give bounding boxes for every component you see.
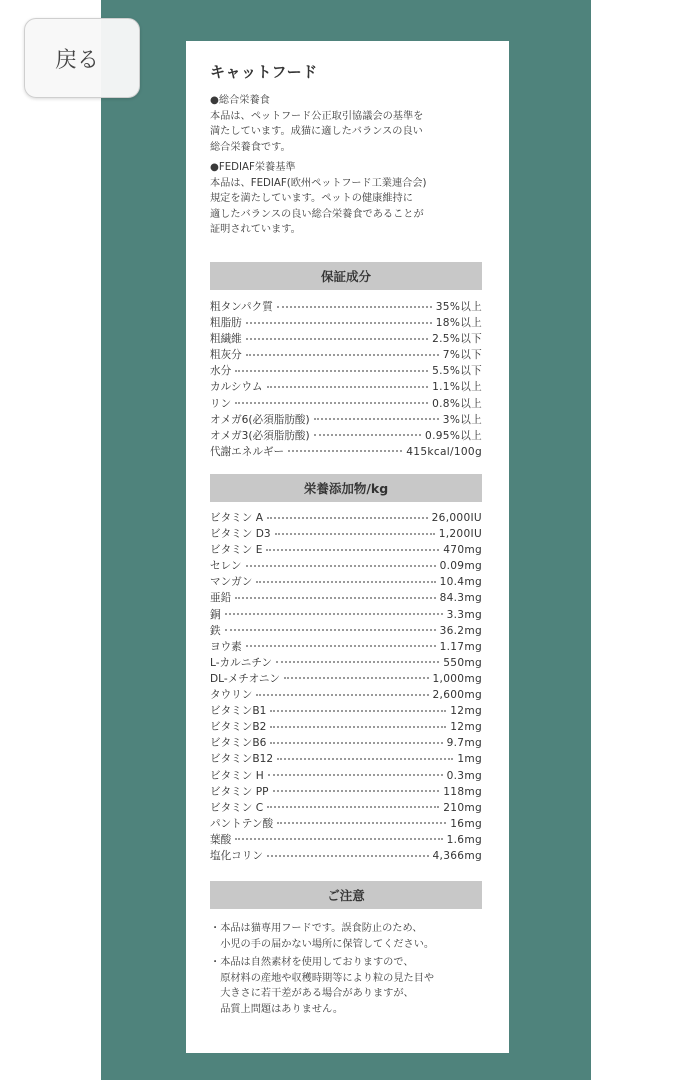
row-label: 塩化コリン: [210, 849, 263, 862]
dot-leader: [277, 758, 453, 760]
dot-leader: [235, 402, 428, 404]
row-label: ビタミンB2: [210, 721, 267, 734]
intro-text: [210, 93, 482, 243]
row-label: ビタミン H: [210, 769, 264, 782]
row-label: パントテン酸: [210, 817, 274, 830]
table-row: [210, 363, 482, 379]
row-label: 粗繊維: [210, 333, 242, 346]
row-label: 葉酸: [210, 833, 232, 846]
row-value: 84.3mg: [439, 592, 482, 605]
row-value: 415kcal/100g: [406, 445, 482, 458]
dot-leader: [288, 450, 402, 452]
dot-leader: [267, 855, 429, 857]
caution-text: 本品は猫専用フードです。誤食防止のため、 小児の手の届かない場所に保管してください。: [220, 923, 435, 950]
intro-paragraph: ●総合栄養食 本品は、ペットフード公正取引協議会の基準を 満たしています。成猫に適したバランスの良い 総合栄養食です。: [210, 95, 424, 153]
table-row: [210, 735, 482, 751]
table-row: [210, 558, 482, 574]
table-row: [210, 687, 482, 703]
row-label: リン: [210, 397, 232, 410]
dot-leader: [235, 370, 428, 372]
row-value: 0.8%以上: [432, 397, 482, 410]
back-button[interactable]: 戻る: [24, 18, 140, 98]
row-label: オメガ3(必須脂肪酸): [210, 429, 310, 442]
row-label: マンガン: [210, 576, 253, 589]
dot-leader: [235, 597, 435, 599]
table-row: [210, 751, 482, 767]
dot-leader: [284, 677, 428, 679]
row-label: タウリン: [210, 689, 253, 702]
row-label: 銅: [210, 608, 221, 621]
row-value: 1.6mg: [446, 833, 482, 846]
table-row: [210, 299, 482, 315]
table-row: [210, 574, 482, 590]
row-label: セレン: [210, 560, 242, 573]
dot-leader: [246, 354, 439, 356]
table-row: [210, 542, 482, 558]
row-label: ビタミン A: [210, 512, 263, 524]
cautions-list: [210, 921, 490, 1020]
row-label: ビタミン PP: [210, 785, 269, 798]
dot-leader: [314, 434, 421, 436]
table-row: [210, 444, 482, 460]
caution-item: [210, 921, 490, 952]
row-value: 12mg: [450, 705, 482, 718]
row-label: ビタミンB6: [210, 737, 267, 750]
dot-leader: [225, 629, 436, 631]
table-row: [210, 315, 482, 331]
row-value: 1mg: [457, 753, 482, 766]
caution-text: 本品は自然素材を使用しておりますので、 原材料の産地や収穫時期等により粒の見た目や 大きさに若干差がある場合がありますが、 品質上問題はありません。: [220, 957, 435, 1015]
dot-leader: [235, 838, 442, 840]
row-value: 18%以上: [435, 317, 482, 330]
guaranteed-analysis-heading: 保証成分: [210, 262, 482, 290]
dot-leader: [256, 694, 428, 696]
table-row: [210, 784, 482, 800]
table-row: [210, 590, 482, 606]
row-value: 36.2mg: [439, 624, 482, 637]
intro-paragraph: ●FEDIAF栄養基準 本品は、FEDIAF(欧州ペットフード工業連合会) 規定を満たしています。ペットの健康維持に 適したバランスの良い総合栄養食であることが 証明されています。: [210, 162, 427, 235]
row-label: ビタミン E: [210, 544, 263, 557]
row-label: ビタミン D3: [210, 528, 271, 541]
caution-item: [210, 955, 490, 1017]
row-value: 5.5%以下: [432, 365, 482, 378]
row-label: ヨウ素: [210, 640, 242, 653]
dot-leader: [267, 517, 428, 519]
guaranteed-analysis-table: [210, 299, 482, 460]
table-row: [210, 510, 482, 526]
row-label: 粗タンパク質: [210, 301, 273, 313]
additives-table: [210, 510, 482, 864]
row-value: 3%以上: [442, 413, 482, 426]
row-label: ビタミン C: [210, 801, 264, 814]
table-row: [210, 671, 482, 687]
dot-leader: [277, 822, 446, 824]
dot-leader: [270, 726, 446, 728]
row-value: 35%以上: [435, 301, 482, 313]
table-row: [210, 703, 482, 719]
cautions-heading: ご注意: [210, 881, 482, 909]
table-row: [210, 396, 482, 412]
row-label: ビタミンB1: [210, 705, 267, 718]
row-label: オメガ6(必須脂肪酸): [210, 413, 310, 426]
row-label: 代謝エネルギー: [210, 445, 285, 458]
row-value: 2,600mg: [432, 689, 482, 702]
table-row: [210, 331, 482, 347]
dot-leader: [273, 790, 440, 792]
table-row: [210, 379, 482, 395]
dot-leader: [225, 613, 443, 615]
dot-leader: [246, 338, 428, 340]
row-value: 1.1%以上: [432, 381, 482, 394]
row-value: 1.17mg: [439, 640, 482, 653]
row-value: 16mg: [450, 817, 482, 830]
row-value: 1,000mg: [432, 672, 482, 685]
row-value: 210mg: [443, 801, 482, 814]
row-value: 118mg: [443, 785, 482, 798]
bullet-icon: ・: [210, 957, 221, 968]
dot-leader: [277, 306, 432, 308]
row-value: 7%以下: [442, 349, 482, 362]
table-row: [210, 768, 482, 784]
product-label-card: [186, 41, 509, 1053]
dot-leader: [246, 565, 436, 567]
table-row: [210, 848, 482, 864]
dot-leader: [276, 661, 439, 663]
row-label: 亜鉛: [210, 592, 232, 605]
row-value: 0.09mg: [439, 560, 482, 573]
row-value: 9.7mg: [446, 737, 482, 750]
row-value: 10.4mg: [439, 576, 482, 589]
dot-leader: [267, 386, 428, 388]
product-title: キャットフード: [210, 63, 318, 81]
row-value: 550mg: [443, 656, 482, 669]
table-row: [210, 347, 482, 363]
table-row: [210, 639, 482, 655]
row-label: ビタミンB12: [210, 753, 274, 766]
dot-leader: [268, 774, 443, 776]
row-value: 0.3mg: [446, 769, 482, 782]
row-label: 水分: [210, 365, 232, 378]
table-row: [210, 655, 482, 671]
table-row: [210, 412, 482, 428]
table-row: [210, 719, 482, 735]
row-label: 粗脂肪: [210, 317, 242, 330]
table-row: [210, 832, 482, 848]
dot-leader: [256, 581, 435, 583]
row-value: 470mg: [443, 544, 482, 557]
dot-leader: [270, 742, 442, 744]
dot-leader: [267, 806, 439, 808]
row-value: 4,366mg: [432, 849, 482, 862]
dot-leader: [266, 549, 439, 551]
row-label: L-カルニチン: [210, 656, 272, 669]
row-label: 鉄: [210, 624, 221, 637]
table-row: [210, 623, 482, 639]
dot-leader: [275, 533, 435, 535]
dot-leader: [270, 710, 446, 712]
row-label: 粗灰分: [210, 349, 242, 362]
row-value: 3.3mg: [446, 608, 482, 621]
table-row: [210, 607, 482, 623]
row-value: 26,000IU: [431, 512, 482, 524]
table-row: [210, 800, 482, 816]
row-value: 2.5%以下: [432, 333, 482, 346]
dot-leader: [246, 645, 436, 647]
row-value: 0.95%以上: [425, 429, 482, 442]
dot-leader: [314, 418, 439, 420]
dot-leader: [246, 322, 432, 324]
table-row: [210, 816, 482, 832]
bullet-icon: ・: [210, 923, 221, 934]
row-label: DL-メチオニン: [210, 672, 281, 685]
row-label: カルシウム: [210, 381, 263, 394]
table-row: [210, 526, 482, 542]
row-value: 12mg: [450, 721, 482, 734]
table-row: [210, 428, 482, 444]
additives-heading: 栄養添加物/kg: [210, 474, 482, 502]
row-value: 1,200IU: [438, 528, 482, 541]
